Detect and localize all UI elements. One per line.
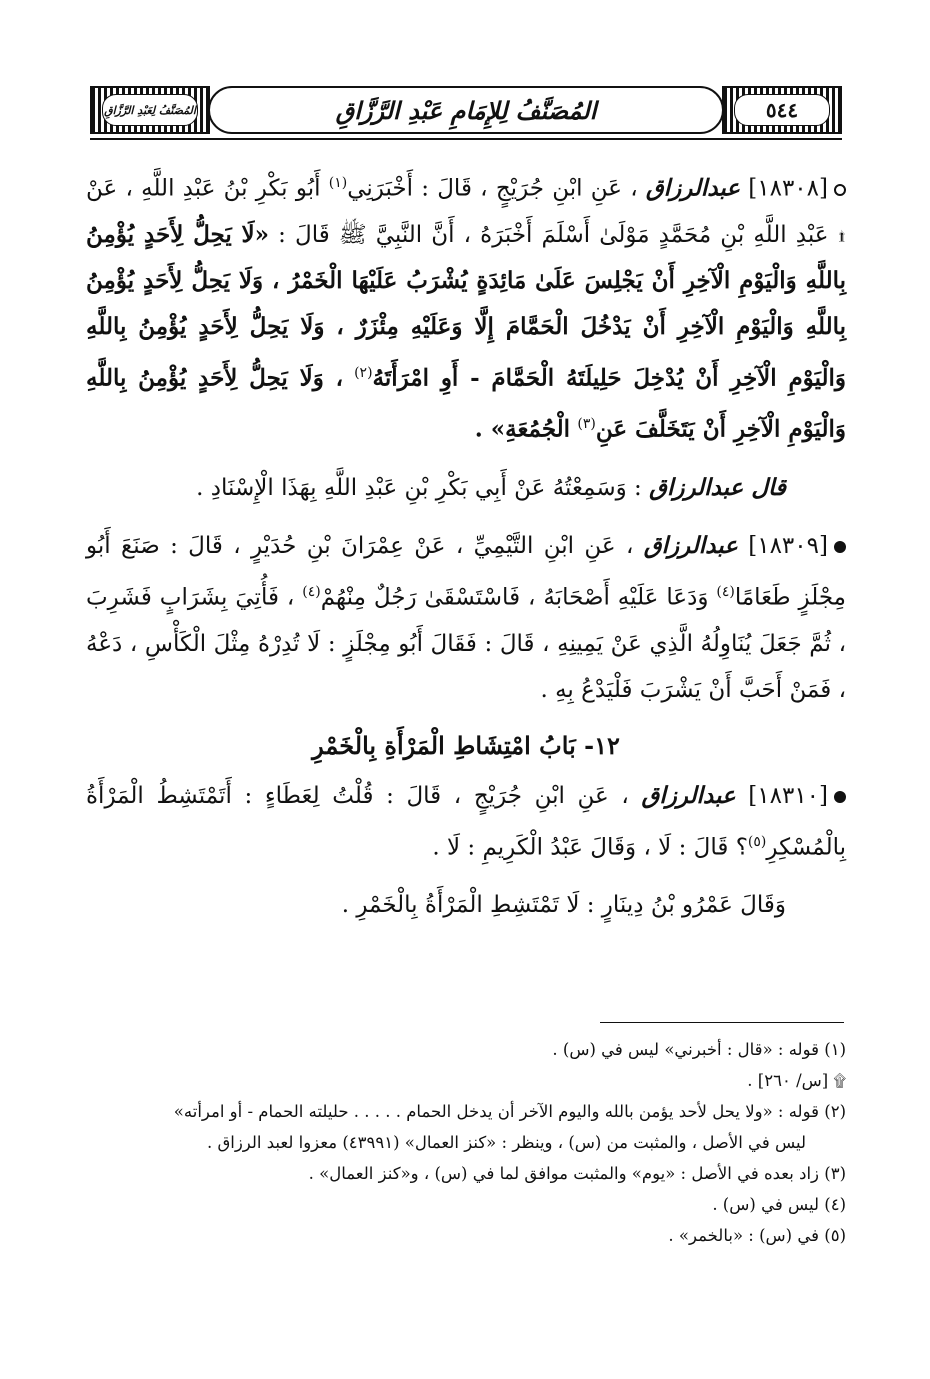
running-title: المُصَنَّفُ لِلإِمَامِ عَبْدِ الرَّزَّاقِ <box>335 95 597 125</box>
footnote-5: (٥) في (س) : «بالخمر» . <box>668 1226 846 1245</box>
footnote-2: (٢) قوله : «ولا يحل لأحد يؤمن بالله واليوم الآخر أن يدخل الحمام . . . . . حليلته الحمام - أو امرأته» <box>173 1102 846 1121</box>
footnote-ref: (٥) <box>747 833 767 850</box>
hadith-18310 <box>86 773 846 871</box>
narration-text: ؟ قَالَ : لَا ، وَقَالَ عَبْدُ الْكَرِيمِ : لَا . <box>432 834 748 861</box>
footnote-ref: (٤) <box>716 583 735 600</box>
isnad-text: ، عَنِ ابْنِ التَّيْمِيِّ ، عَنْ عِمْرَانَ بْنِ حُدَيْرٍ ، قَالَ : صَنَعَ أَبُو مِجْلَزٍ طَعَامًا <box>86 532 846 611</box>
footnote-2-cont: ليس في الأصل ، والمثبت من (س) ، وينظر : «كنز العمال» (٤٣٩٩١) معزوا لعبد الرزاق . <box>206 1133 806 1152</box>
header-title-box <box>208 86 724 134</box>
filled-circle-icon <box>834 541 846 553</box>
main-text <box>86 160 846 928</box>
footnote-rule <box>600 1022 844 1023</box>
header-emblem-text: المُصَنَّفُ لِعَبْدِ الرَّزَّاقِ <box>104 103 196 117</box>
matn-text: الْجُمُعَةِ» . <box>474 415 571 443</box>
page-number: ٥٤٤ <box>765 98 799 122</box>
footnote-folio: ۩ [س/ ٢٦٠] . <box>747 1071 846 1090</box>
narration-text: ، فَأُتِيَ بِشَرَابٍ فَشَرِبَ ، ثُمَّ جَعَلَ يُنَاوِلُهُ الَّذِي عَنْ يَمِينِهِ ، قَالَ : فَقَالَ أَبُو مِجْلَزٍ : لَا تُدِرْهُ مِثْلَ الْكَأْسِ ، دَعْهُ ، فَمَنْ أَحَبَّ أَنْ يَشْرَبَ فَلْيَدْعُ بِهِ . <box>86 584 846 703</box>
author-name: عبدالرزاق <box>641 781 736 809</box>
filled-circle-icon <box>834 791 846 803</box>
footnotes <box>86 1034 846 1251</box>
author-name: عبدالرزاق <box>645 174 741 202</box>
page-header <box>90 86 842 136</box>
matn-text: ، وَلَا يَحِلُّ لِأَحَدٍ يُؤْمِنُ بِاللَّهِ وَالْيَوْمِ الْآخِرِ أَنْ يَتَخَلَّفَ عَنِ <box>86 364 846 443</box>
isnad-text: ، عَنِ ابْنِ جُرَيْجٍ ، قَالَ : أَخْبَرَنِي <box>347 175 638 202</box>
footnote-ref: (١) <box>328 175 348 191</box>
isnad-text: ، عَنِ ابْنِ جُرَيْجٍ ، قَالَ : قُلْتُ لِعَطَاءٍ : أَتَمْتَشِطُ الْمَرْأَةُ بِالْمُسْكِرِ <box>86 782 846 861</box>
remark-text: : وَسَمِعْتُهُ عَنْ أَبِي بَكْرِ بْنِ عَبْدِ اللَّهِ بِهَذَا الْإِسْنَادِ . <box>196 474 642 501</box>
chapter-heading: ١٢- بَابُ امْتِشَاطِ الْمَرْأَةِ بِالْخَمْرِ <box>312 730 620 760</box>
footnote-ref: (٢) <box>354 364 373 381</box>
hadith-18309 <box>86 523 846 713</box>
header-emblem <box>90 86 210 134</box>
isnad-text: أَبُو بَكْرِ بْنُ عَبْدِ اللَّهِ ، عَنْ ۩ عَبْدِ اللَّهِ بْنِ مُحَمَّدٍ مَوْلَىٰ أَسْلَمَ أَخْبَرَهُ ، أَنَّ النَّبِيَّ ﷺ قَالَ : <box>86 175 847 248</box>
author-remark <box>86 465 846 511</box>
narration-note: وَقَالَ عَمْرُو بْنُ دِينَارٍ : لَا تَمْتَشِطِ الْمَرْأَةُ بِالْخَمْرِ . <box>341 892 786 919</box>
footnote-3: (٣) زاد بعده في الأصل : «يوم» والمثبت موافق لما في (س) ، و«كنز العمال» . <box>308 1164 846 1183</box>
matn-text: «لَا يَحِلُّ لِأَحَدٍ يُؤْمِنُ بِاللَّهِ وَالْيَوْمِ الْآخِرِ أَنْ يَجْلِسَ عَلَىٰ مَائِدَةٍ يُشْرَبُ عَلَيْهَا الْخَمْرُ ، وَلَا يَحِلُّ لِأَحَدٍ يُؤْمِنُ بِاللَّهِ وَالْيَوْمِ الْآخِرِ أَنْ يَدْخُلَ الْحَمَّامَ إِلَّا وَعَلَيْهِ مِئْزَرٌ ، وَلَا يَحِلُّ لِأَحَدٍ يُؤْمِنُ بِاللَّهِ وَالْيَوْمِ الْآخِرِ أَنْ يُدْخِلَ حَلِيلَتَهُ الْحَمَّامَ - أَوِ امْرَأَتَهُ <box>86 220 847 392</box>
hadith-number: [١٨٣١٠] <box>748 782 829 809</box>
author-name: قال عبدالرزاق <box>649 473 786 501</box>
footnote-4: (٤) ليس في (س) . <box>712 1195 846 1214</box>
hadith-number: [١٨٣٠٨] <box>748 175 829 202</box>
header-rule <box>90 138 842 140</box>
page-number-box <box>722 86 842 134</box>
narration-text: وَدَعَا عَلَيْهِ أَصْحَابَهُ ، فَاسْتَسْقَىٰ رَجُلٌ مِنْهُمْ <box>320 584 709 611</box>
author-name: عبدالرزاق <box>643 531 738 559</box>
footnote-1: (١) قوله : «قال : أخبرني» ليس في (س) . <box>552 1040 846 1059</box>
footnote-ref: (٣) <box>577 416 596 433</box>
hadith-number: [١٨٣٠٩] <box>748 532 828 559</box>
open-circle-icon <box>834 184 846 196</box>
footnote-ref: (٤) <box>302 583 321 600</box>
hadith-18308 <box>86 160 846 453</box>
